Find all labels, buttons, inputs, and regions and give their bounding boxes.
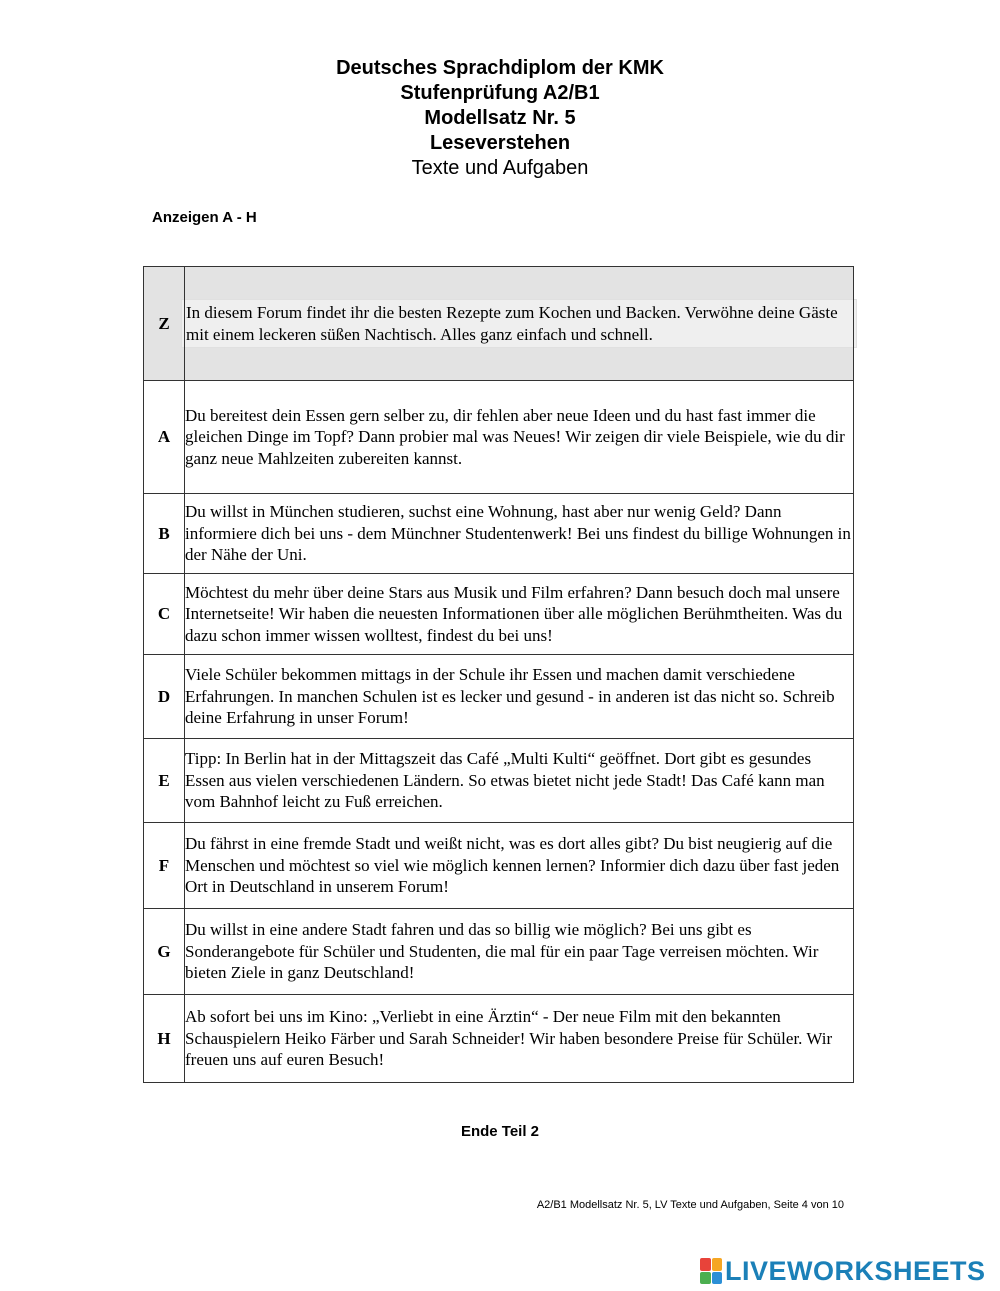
subtitle: Texte und Aufgaben (411, 157, 589, 179)
ad-row (144, 739, 854, 823)
ad-row (144, 995, 854, 1083)
ad-text: Du willst in eine andere Stadt fahren und das so billig wie möglich? Bei uns gibt es Sonderangebote für Schüler und Studenten, die mal für ein paar Tage verreisen möchten. Wir bieten Ziele in ganz Deutschland! (185, 909, 854, 995)
ad-row (144, 381, 854, 494)
ad-row (144, 909, 854, 995)
ad-row (144, 494, 854, 574)
liveworksheets-brand (700, 1256, 986, 1286)
ad-letter: B (144, 494, 185, 574)
ad-row-example (144, 267, 854, 381)
logo-tile (700, 1258, 711, 1271)
ad-letter: E (144, 739, 185, 823)
end-label: Ende Teil 2 (460, 1123, 540, 1140)
ad-text: Tipp: In Berlin hat in der Mittagszeit das Café „Multi Kulti“ geöffnet. Dort gibt es gesundes Essen aus vielen verschiedenen Ländern. So etwas bietet nicht jede Stadt! Das Café kann man vom Bahnhof leicht zu Fuß erreichen. (185, 739, 854, 823)
ad-letter: A (144, 381, 185, 494)
logo-tile (712, 1272, 723, 1285)
ad-row (144, 655, 854, 739)
exam-title: Deutsches Sprachdiplom der KMK (336, 57, 664, 79)
section-title: Anzeigen A - H (152, 209, 257, 226)
skill-title: Leseverstehen (429, 132, 571, 154)
ad-letter: G (144, 909, 185, 995)
ad-letter: F (144, 823, 185, 909)
ad-row (144, 823, 854, 909)
ad-text: Du willst in München studieren, suchst eine Wohnung, hast aber nur wenig Geld? Dann informiere dich bei uns - dem Münchner Studentenwerk! Bei uns findest du billige Wohnungen in der Nähe der Uni. (185, 494, 854, 574)
ad-text: Du bereitest dein Essen gern selber zu, dir fehlen aber neue Ideen und du hast fast immer die gleichen Dinge im Topf? Dann probier mal was Neues! Wir zeigen dir viele Beispiele, wie du dir ganz neue Mahlzeiten zubereiten kannst. (185, 381, 854, 494)
ad-text: Viele Schüler bekommen mittags in der Schule ihr Essen und machen damit verschiedene Erfahrungen. In manchen Schulen ist es lecker und gesund - in anderen ist das nicht so. Schreib deine Erfahrung in unser Forum! (185, 655, 854, 739)
document-header (0, 56, 1000, 181)
ad-row (144, 574, 854, 655)
ad-letter: C (144, 574, 185, 655)
liveworksheets-logo-icon (700, 1258, 722, 1284)
exam-level: Stufenprüfung A2/B1 (400, 82, 600, 104)
ad-text (185, 267, 854, 381)
logo-tile (712, 1258, 723, 1271)
ad-text: Ab sofort bei uns im Kino: „Verliebt in eine Ärztin“ - Der neue Film mit den bekannten Schauspielern Heiko Färber und Sarah Schneider! Wir haben besondere Preise für Schüler. Wir freuen uns auf euren Besuch! (185, 995, 854, 1083)
ad-text: Möchtest du mehr über deine Stars aus Musik und Film erfahren? Dann besuch doch mal unsere Internetseite! Wir haben die neuesten Informationen über alle möglichen Berühmtheiten. Was du dazu schon immer wissen wolltest, findest du bei uns! (185, 574, 854, 655)
ad-letter: D (144, 655, 185, 739)
ads-table (143, 266, 854, 1083)
ad-text-content: In diesem Forum findet ihr die besten Rezepte zum Kochen und Backen. Verwöhne deine Gäste mit einem leckeren süßen Nachtisch. Alles ganz einfach und schnell. (181, 299, 857, 348)
logo-tile (700, 1272, 711, 1285)
ad-letter: Z (144, 267, 185, 381)
brand-wordmark: LIVEWORKSHEETS (725, 1255, 986, 1286)
ad-text: Du fährst in eine fremde Stadt und weißt nicht, was es dort alles gibt? Du bist neugierig auf die Menschen und möchtest so viel wie möglich kennen lernen? Informier dich dazu über fast jeden Ort in Deutschland in unserem Forum! (185, 823, 854, 909)
ad-letter: H (144, 995, 185, 1083)
model-set: Modellsatz Nr. 5 (424, 107, 576, 129)
page-footer: A2/B1 Modellsatz Nr. 5, LV Texte und Aufgaben, Seite 4 von 10 (536, 1199, 844, 1211)
